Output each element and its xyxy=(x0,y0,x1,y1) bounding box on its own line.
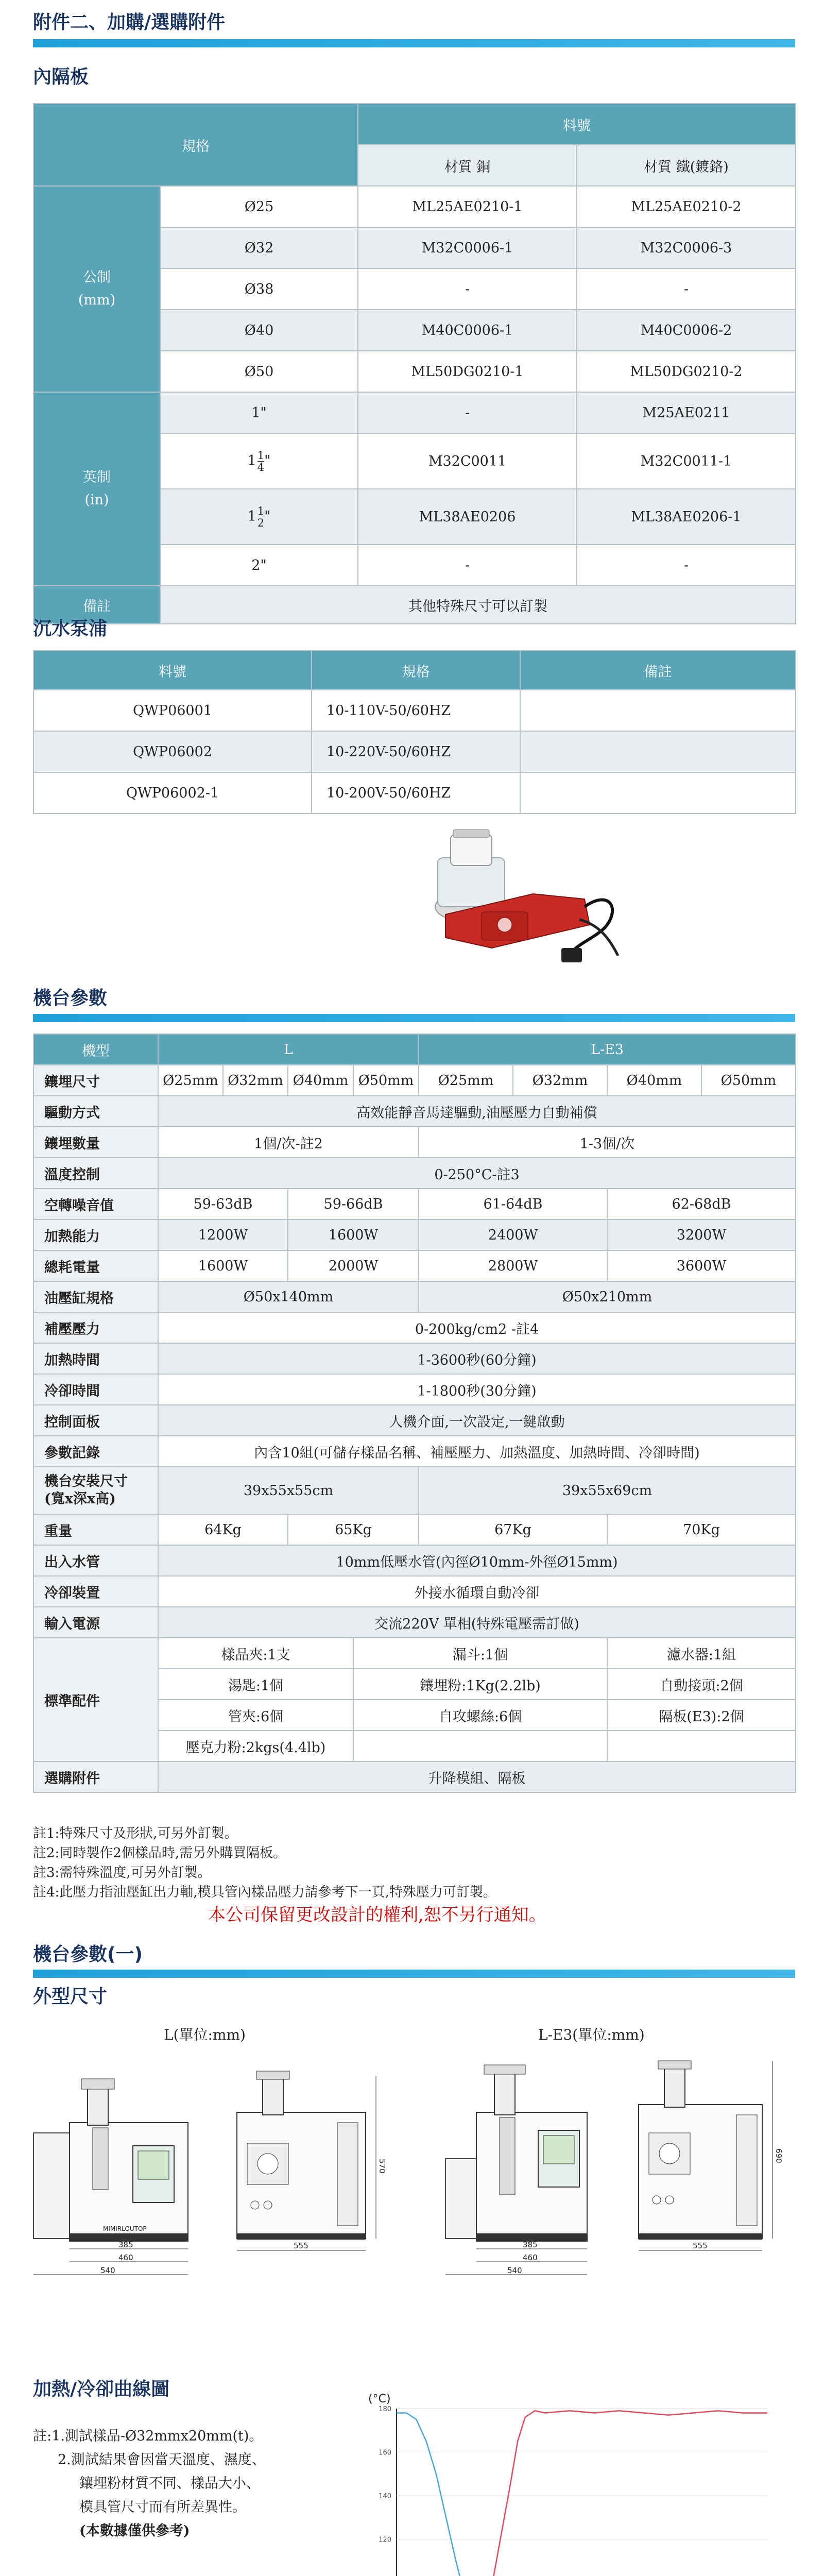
dim-540: 540 xyxy=(100,2266,115,2275)
dim-460: 460 xyxy=(118,2253,133,2262)
LE3-caption: L-E3(單位:mm) xyxy=(538,2026,645,2043)
noise-cell: 59-66dB xyxy=(288,1189,419,1219)
col-iron: 材質 鐵(鍍鉻) xyxy=(577,145,796,186)
install-label: 機台安裝尺寸 (寬x深x高) xyxy=(33,1467,158,1514)
section-divider xyxy=(33,1014,795,1022)
size-cell: 1" xyxy=(160,392,358,433)
series-line-cool xyxy=(397,2413,614,2576)
pump-note xyxy=(520,731,796,772)
pump-title: 沉水泵浦 xyxy=(33,618,108,639)
heattime-label: 加熱時間 xyxy=(33,1343,158,1374)
power-cell: 2800W xyxy=(419,1250,607,1281)
cyl-LE3: Ø50x210mm xyxy=(419,1281,796,1312)
dim-690: 690 xyxy=(774,2148,783,2163)
opt-label: 選購附件 xyxy=(33,1761,158,1792)
curve-note: 2.測試結果會因當天溫度、濕度、 xyxy=(58,2452,266,2468)
iron-cell: - xyxy=(577,268,796,310)
input-label: 輸入電源 xyxy=(33,1607,158,1638)
heating-cooling-chart xyxy=(360,2388,803,2576)
part-header: 料號 xyxy=(358,104,796,145)
spec-header: 規格 xyxy=(33,104,358,186)
inner-partition-table xyxy=(33,103,795,624)
copper-cell: M32C0006-1 xyxy=(358,227,577,268)
heat-cell: 1200W xyxy=(158,1219,288,1250)
weight-cell: 65Kg xyxy=(288,1514,419,1545)
power-label: 總耗電量 xyxy=(33,1250,158,1281)
std-item: 壓克力粉:2kgs(4.4lb) xyxy=(158,1731,353,1761)
pump-part: QWP06001 xyxy=(33,690,312,731)
dim-385: 385 xyxy=(523,2240,538,2249)
svg-text:MIMIRLOUTOP: MIMIRLOUTOP xyxy=(103,2225,147,2232)
cooling-value: 外接水循環自動冷卻 xyxy=(158,1576,796,1607)
iron-cell: ML38AE0206-1 xyxy=(577,489,796,545)
install-L: 39x55x55cm xyxy=(158,1467,419,1514)
metric-label: 公制 (mm) xyxy=(33,186,160,392)
size-cell: Ø32mm xyxy=(513,1065,607,1096)
cyl-L: Ø50x140mm xyxy=(158,1281,419,1312)
iron-cell: M32C0011-1 xyxy=(577,433,796,489)
curve-note: 註:1.測試樣品-Ø32mmx20mm(t)。 xyxy=(33,2428,263,2444)
qty-L: 1個/次-註2 xyxy=(158,1127,419,1158)
size-cell: Ø25 xyxy=(160,186,358,227)
curve-note: 鑲埋粉材質不同、樣品大小、 xyxy=(79,2476,260,2492)
copper-cell: ML50DG0210-1 xyxy=(358,351,577,392)
qty-label: 鑲埋數量 xyxy=(33,1127,158,1158)
input-value: 交流220V 單相(特殊電壓需訂做) xyxy=(158,1607,796,1638)
drive-label: 驅動方式 xyxy=(33,1096,158,1127)
weight-label: 重量 xyxy=(33,1514,158,1545)
reserve-notice: 本公司保留更改設計的權利,恕不另行通知。 xyxy=(208,1905,546,1925)
page-title-block xyxy=(33,9,795,36)
copper-cell: ML38AE0206 xyxy=(358,489,577,545)
page-title: 附件二、加購/選購附件 xyxy=(33,12,226,33)
power-cell: 1600W xyxy=(158,1250,288,1281)
pump-part: QWP06002-1 xyxy=(33,772,312,814)
weight-cell: 67Kg xyxy=(419,1514,607,1545)
install-LE3: 39x55x69cm xyxy=(419,1467,796,1514)
std-item: 管夾:6個 xyxy=(158,1700,353,1731)
size-cell-fraction: 1 $\frac{1}{4}$ " xyxy=(160,433,358,489)
noise-cell: 59-63dB xyxy=(158,1189,288,1219)
weight-cell: 70Kg xyxy=(607,1514,796,1545)
heat-label: 加熱能力 xyxy=(33,1219,158,1250)
imperial-label: 英制 (in) xyxy=(33,392,160,586)
dim-540: 540 xyxy=(507,2266,522,2275)
model-LE3: L-E3 xyxy=(419,1034,796,1065)
size-cell: Ø50mm xyxy=(701,1065,796,1096)
note-line: 註4:此壓力指油壓缸出力軸,模具管內樣品壓力請參考下一頁,特殊壓力可訂製。 xyxy=(33,1885,496,1900)
machine-params-table xyxy=(33,1033,795,1793)
std-item: 自動接頭:2個 xyxy=(607,1669,796,1700)
copper-cell: ML25AE0210-1 xyxy=(358,186,577,227)
std-item xyxy=(353,1731,607,1761)
pump-note xyxy=(520,690,796,731)
noise-label: 空轉噪音值 xyxy=(33,1189,158,1219)
cyl-label: 油壓缸規格 xyxy=(33,1281,158,1312)
std-item: 自攻螺絲:6個 xyxy=(353,1700,607,1731)
section-divider xyxy=(33,1970,795,1978)
noise-cell: 62-68dB xyxy=(607,1189,796,1219)
heattime-value: 1-3600秒(60分鐘) xyxy=(158,1343,796,1374)
iron-cell: ML50DG0210-2 xyxy=(577,351,796,392)
dim-570: 570 xyxy=(377,2159,387,2174)
std-item: 樣品夾:1支 xyxy=(158,1638,353,1669)
model-L: L xyxy=(158,1034,419,1065)
size-cell: Ø40mm xyxy=(607,1065,701,1096)
copper-cell: - xyxy=(358,545,577,586)
copper-cell: M40C0006-1 xyxy=(358,310,577,351)
size-cell: Ø25mm xyxy=(158,1065,223,1096)
std-item xyxy=(607,1731,796,1761)
iron-cell: - xyxy=(577,545,796,586)
std-item: 漏斗:1個 xyxy=(353,1638,607,1669)
qty-LE3: 1-3個/次 xyxy=(419,1127,796,1158)
note-line: 註1:特殊尺寸及形狀,可另外訂製。 xyxy=(33,1826,238,1841)
power-cell: 2000W xyxy=(288,1250,419,1281)
section-divider xyxy=(33,39,795,47)
pump-table xyxy=(33,650,795,814)
std-item: 隔板(E3):2個 xyxy=(607,1700,796,1731)
cooltime-label: 冷卻時間 xyxy=(33,1374,158,1405)
y-tick-label: 160 xyxy=(379,2449,391,2457)
remark-text: 其他特殊尺寸可以訂製 xyxy=(160,586,796,624)
curve-notes xyxy=(33,2425,266,2543)
col-copper: 材質 銅 xyxy=(358,145,577,186)
heat-cell: 3200W xyxy=(607,1219,796,1250)
panel-label: 控制面板 xyxy=(33,1405,158,1436)
cooling-label: 冷卻裝置 xyxy=(33,1576,158,1607)
note-line: 註2:同時製作2個樣品時,需另外購買隔板。 xyxy=(33,1845,287,1861)
size-cell: Ø32mm xyxy=(223,1065,288,1096)
power-cell: 3600W xyxy=(607,1250,796,1281)
temp-value: 0-250°C-註3 xyxy=(158,1158,796,1189)
y-tick-label: 180 xyxy=(379,2405,391,2413)
curve-note: 模具管尺寸而有所差異性。 xyxy=(79,2499,246,2515)
std-item: 湯匙:1個 xyxy=(158,1669,353,1700)
size-cell: Ø32 xyxy=(160,227,358,268)
pump-spec: 10-110V-50/60HZ xyxy=(312,690,520,731)
iron-cell: M25AE0211 xyxy=(577,392,796,433)
pump-header-spec: 規格 xyxy=(312,651,520,690)
size-cell: Ø40mm xyxy=(288,1065,353,1096)
std-item: 濾水器:1組 xyxy=(607,1638,796,1669)
size-cell: Ø40 xyxy=(160,310,358,351)
pump-spec: 10-220V-50/60HZ xyxy=(312,731,520,772)
heat-cell: 1600W xyxy=(288,1219,419,1250)
model-label: 機型 xyxy=(33,1034,158,1065)
sizes-label: 鑲埋尺寸 xyxy=(33,1065,158,1096)
copper-cell: - xyxy=(358,268,577,310)
noise-cell: 61-64dB xyxy=(419,1189,607,1219)
note-line: 註3:需特殊溫度,可另外訂製。 xyxy=(33,1865,211,1880)
press-value: 0-200kg/cm2 -註4 xyxy=(158,1312,796,1343)
size-cell: Ø25mm xyxy=(419,1065,513,1096)
pump-header-note: 備註 xyxy=(520,651,796,690)
pump-spec: 10-200V-50/60HZ xyxy=(312,772,520,814)
drive-value: 高效能靜音馬達驅動,油壓壓力自動補償 xyxy=(158,1096,796,1127)
water-label: 出入水管 xyxy=(33,1545,158,1576)
remark-label: 備註 xyxy=(33,586,160,624)
size-cell: Ø50mm xyxy=(353,1065,419,1096)
params-notes xyxy=(33,1824,795,1928)
dim-460: 460 xyxy=(523,2253,538,2262)
dims-title: 外型尺寸 xyxy=(33,1986,108,2007)
opt-value: 升降模組、隔板 xyxy=(158,1761,796,1792)
size-cell-fraction: 1 $\frac{1}{2}$ " xyxy=(160,489,358,545)
inner-partition-title: 內隔板 xyxy=(33,66,89,88)
pump-part: QWP06002 xyxy=(33,731,312,772)
size-cell: Ø38 xyxy=(160,268,358,310)
std-item: 鑲埋粉:1Kg(2.2lb) xyxy=(353,1669,607,1700)
params-title: 機台參數 xyxy=(33,988,108,1009)
panel-value: 人機介面,一次設定,一鍵啟動 xyxy=(158,1405,796,1436)
weight-cell: 64Kg xyxy=(158,1514,288,1545)
heat-cell: 2400W xyxy=(419,1219,607,1250)
record-value: 內含10組(可儲存樣品名稱、補壓壓力、加熱溫度、加熱時間、冷卻時間) xyxy=(158,1436,796,1467)
copper-cell: M32C0011 xyxy=(358,433,577,489)
curve-note: (本數據僅供參考) xyxy=(79,2523,190,2539)
curve-title: 加熱/冷卻曲線圖 xyxy=(33,2379,170,2400)
cooltime-value: 1-1800秒(30分鐘) xyxy=(158,1374,796,1405)
dim-555: 555 xyxy=(294,2241,308,2250)
y-tick-label: 120 xyxy=(379,2536,391,2544)
series-line-heat xyxy=(397,2411,767,2576)
L-caption: L(單位:mm) xyxy=(164,2026,246,2043)
record-label: 參數記錄 xyxy=(33,1436,158,1467)
pump-photo xyxy=(415,822,626,971)
press-label: 補壓壓力 xyxy=(33,1312,158,1343)
std-label: 標準配件 xyxy=(33,1638,158,1761)
temp-label: 溫度控制 xyxy=(33,1158,158,1189)
iron-cell: ML25AE0210-2 xyxy=(577,186,796,227)
LE3-dimension-drawing xyxy=(433,2056,803,2324)
pump-note xyxy=(520,772,796,814)
dim-385: 385 xyxy=(118,2240,133,2249)
copper-cell: - xyxy=(358,392,577,433)
iron-cell: M40C0006-2 xyxy=(577,310,796,351)
size-cell: 2" xyxy=(160,545,358,586)
dim-555: 555 xyxy=(693,2241,708,2250)
y-tick-label: 140 xyxy=(379,2492,391,2500)
iron-cell: M32C0006-3 xyxy=(577,227,796,268)
size-cell: Ø50 xyxy=(160,351,358,392)
params2-title: 機台參數(一) xyxy=(33,1944,143,1965)
chart-ylabel: (°C) xyxy=(368,2393,391,2405)
pump-header-part: 料號 xyxy=(33,651,312,690)
water-value: 10mm低壓水管(內徑Ø10mm-外徑Ø15mm) xyxy=(158,1545,796,1576)
L-dimension-drawing xyxy=(21,2056,391,2324)
